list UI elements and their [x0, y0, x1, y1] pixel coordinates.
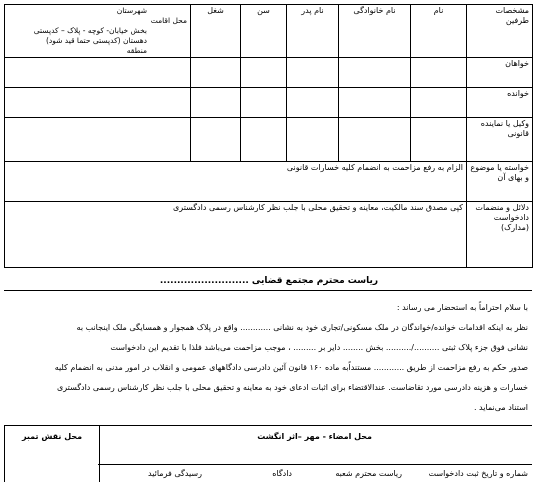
lawyer-family-cell[interactable]: [339, 118, 411, 162]
branch-label: ریاست محترم شعبه: [335, 469, 402, 478]
body-line: استناد می‌نماید .: [473, 403, 528, 412]
lawyer-job-cell[interactable]: [191, 118, 241, 162]
defendant-family-cell[interactable]: [339, 88, 411, 118]
residence-line-3: بخش خیابان- کوچه - پلاک – کدپستی: [33, 26, 147, 35]
plaintiff-name-cell[interactable]: [411, 58, 467, 88]
defendant-name-cell[interactable]: [411, 88, 467, 118]
defendant-age-cell[interactable]: [241, 88, 287, 118]
plaintiff-residence-cell[interactable]: [5, 58, 191, 88]
header-age: سن: [241, 5, 287, 58]
header-job: شغل: [191, 5, 241, 58]
plaintiff-job-cell[interactable]: [191, 58, 241, 88]
lawyer-father-cell[interactable]: [287, 118, 339, 162]
plaintiff-age-cell[interactable]: [241, 58, 287, 88]
residence-line-1: محل اقامت: [150, 16, 187, 25]
header-father: نام پدر: [287, 5, 339, 58]
divider: [4, 290, 532, 291]
footer-section: [4, 425, 532, 482]
defendant-father-cell[interactable]: [287, 88, 339, 118]
header-residence: [5, 5, 191, 58]
request-label: خواسته یا موضوع و بهای آن: [467, 162, 533, 202]
petition-body: [10, 298, 528, 418]
header-row: [5, 5, 533, 58]
residence-line-2: شهرستان: [116, 6, 147, 15]
stamp-box: [4, 426, 100, 482]
residence-line-5: منطقه: [126, 46, 147, 55]
lawyer-row: [5, 118, 533, 162]
plaintiff-family-cell[interactable]: [339, 58, 411, 88]
lawyer-age-cell[interactable]: [241, 118, 287, 162]
evidence-text: کپی مصدق سند مالکیت، معاینه و تحقیق محلی با جلب نظر کارشناس رسمی دادگستری: [5, 202, 467, 268]
stamp-label: محل نقش تمبر: [21, 432, 83, 441]
header-family: نام خانوادگی: [339, 5, 411, 58]
lawyer-label: وکیل یا نماینده قانونی: [467, 118, 533, 162]
header-name: نام: [411, 5, 467, 58]
body-line: با سلام احتراماً به استحضار می رساند :: [396, 303, 528, 312]
footer-bottom-row: [98, 464, 532, 483]
court-title: ریاست محترم مجتمع قضایی ..........................: [159, 276, 379, 286]
defendant-label: خوانده: [467, 88, 533, 118]
body-line: نشانی فوق جزء پلاک ثبتی ........../.......... بخش ........ دایر بر ......... ، موجب مزاحمت می‌باشد فلذا با تقدیم این دادخواست: [110, 343, 528, 352]
plaintiff-label: خواهان: [467, 58, 533, 88]
evidence-label: دلائل و منضمات دادخواست (مدارک): [467, 202, 533, 268]
header-specs: مشخصات طرفین: [467, 5, 533, 58]
body-line: صدور حکم به رفع مزاحمت از طریق ............ مستنداًبه ماده ۱۶۰ قانون آئین دادرسی دادگاههای عمومی و انقلاب در امور مدنی به انضمام کلیه: [54, 363, 528, 372]
lawyer-name-cell[interactable]: [411, 118, 467, 162]
defendant-row: [5, 88, 533, 118]
defendant-job-cell[interactable]: [191, 88, 241, 118]
request-row: [5, 162, 533, 202]
signature-label: محل امضاء - مهر –اثر انگشت: [257, 432, 372, 441]
evidence-row: [5, 202, 533, 268]
lawyer-residence-cell[interactable]: [5, 118, 191, 162]
review-label: رسیدگی فرمائید: [148, 469, 202, 478]
court-label: دادگاه: [272, 469, 292, 478]
residence-line-4: دهستان (کدپستی حتما قید شود): [45, 36, 147, 45]
body-line: خسارات و هزینه دادرسی مورد تقاضاست. عندالاقتضاء برای اثبات ادعای خود به معاینه و تحقیق محلی با جلب نظر کارشناس رسمی دادگستری: [56, 383, 528, 392]
request-text: الزام به رفع مزاحمت به انضمام کلیه خسارات قانونی: [5, 162, 467, 202]
body-line: نظر به اینکه اقدامات خوانده/خواندگان در ملک مسکونی/تجاری خود به نشانی ............ واقع در پلاک همجوار و همسایگی ملک اینجانب به: [76, 323, 528, 332]
defendant-residence-cell[interactable]: [5, 88, 191, 118]
plaintiff-father-cell[interactable]: [287, 58, 339, 88]
registration-label: شماره و تاریخ ثبت دادخواست: [428, 469, 528, 478]
parties-table: [4, 4, 533, 268]
plaintiff-row: [5, 58, 533, 88]
